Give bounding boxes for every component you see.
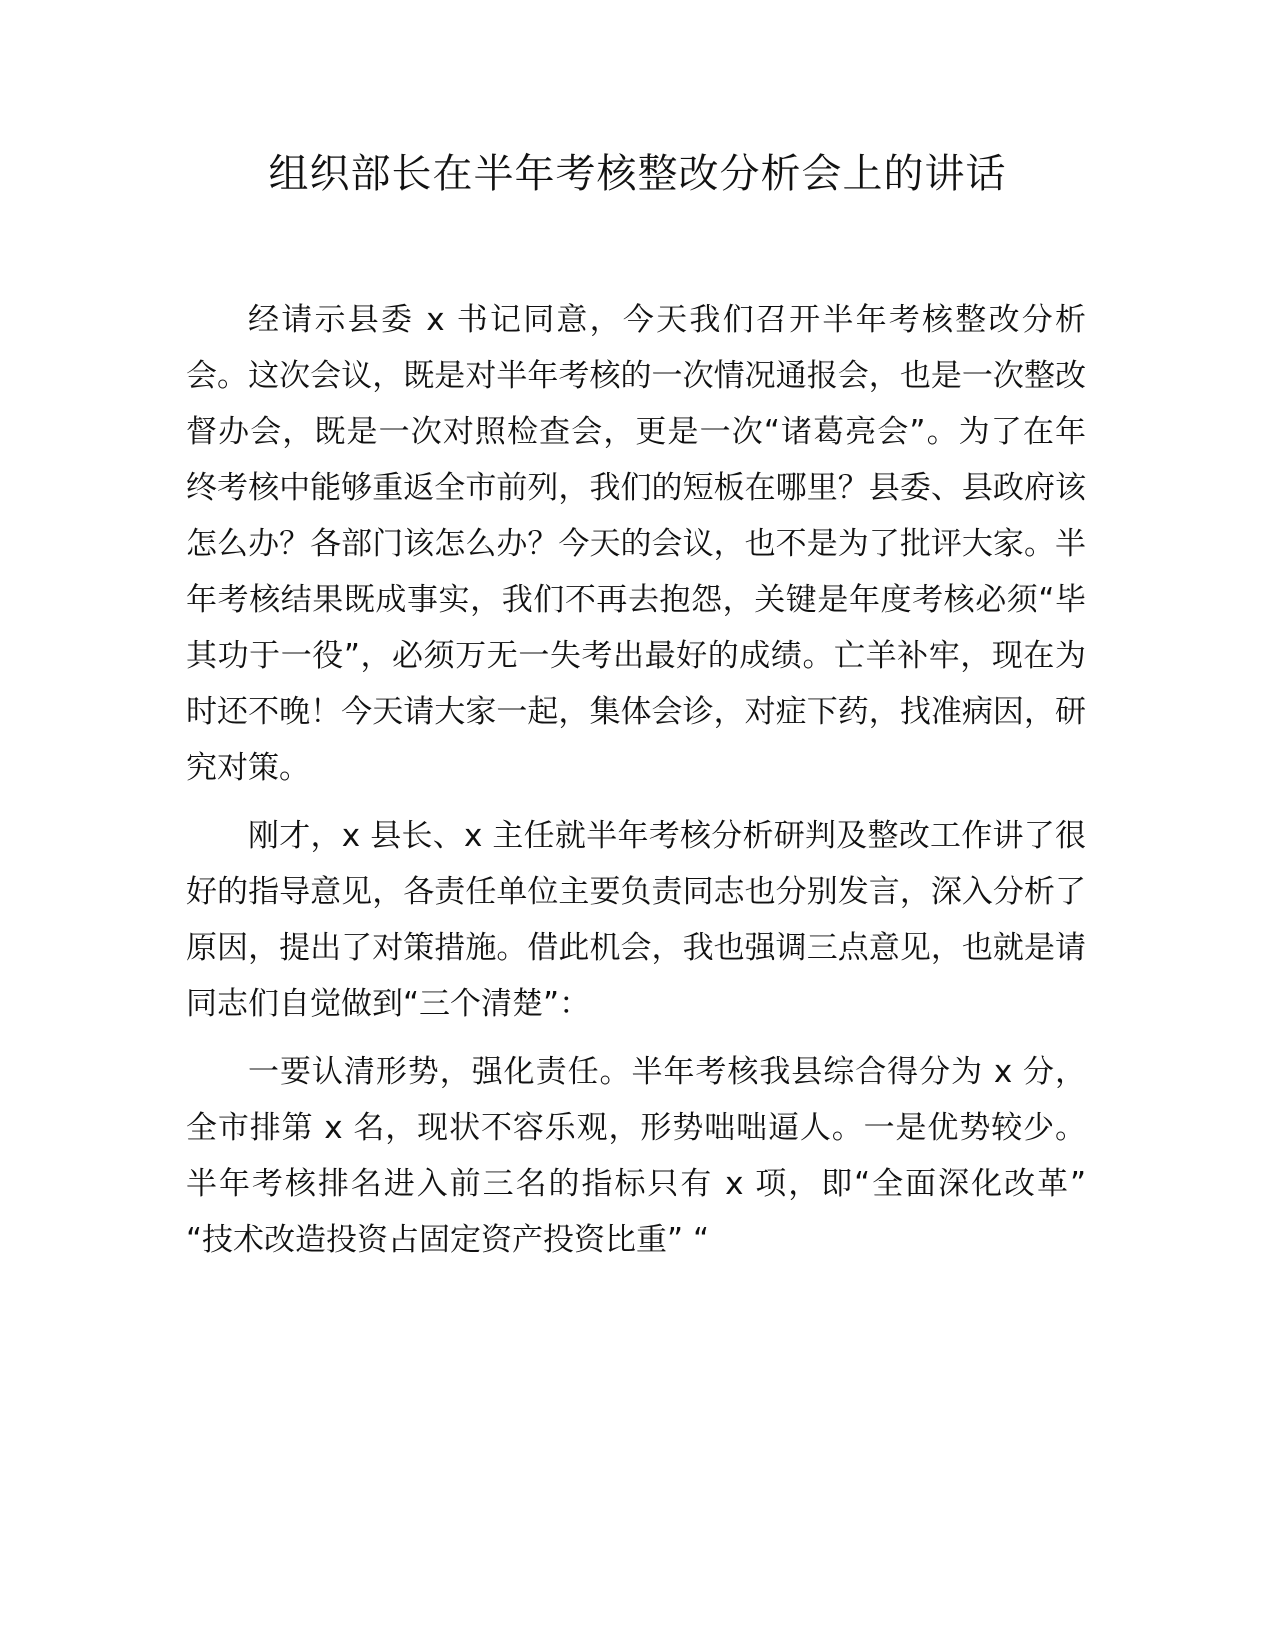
document-body <box>186 292 1086 1280</box>
paragraph: 刚才，x 县长、x 主任就半年考核分析研判及整改工作讲了很好的指导意见，各责任单位主要负责同志也分别发言，深入分析了原因，提出了对策措施。借此机会，我也强调三点意见，也就是请同志们自觉做到“三个清楚”： <box>186 818 1086 1022</box>
document-title: 组织部长在半年考核整改分析会上的讲话 <box>268 151 1007 197</box>
paragraph: 一要认清形势，强化责任。半年考核我县综合得分为 x 分，全市排第 x 名，现状不容乐观，形势咄咄逼人。一是优势较少。半年考核排名进入前三名的指标只有 x 项，即“全面深化改革” “技术改造投资占固定资产投资比重” “ <box>186 1054 1086 1258</box>
paragraph: 经请示县委 x 书记同意，今天我们召开半年考核整改分析会。这次会议，既是对半年考核的一次情况通报会，也是一次整改督办会，既是一次对照检查会，更是一次“诸葛亮会”。为了在年终考核中能够重返全市前列，我们的短板在哪里？县委、县政府该怎么办？各部门该怎么办？今天的会议，也不是为了批评大家。半年考核结果既成事实，我们不再去抱怨，关键是年度考核必须“毕其功于一役”，必须万无一失考出最好的成绩。亡羊补牢，现在为时还不晚！今天请大家一起，集体会诊，对症下药，找准病因，研究对策。 <box>186 302 1086 786</box>
